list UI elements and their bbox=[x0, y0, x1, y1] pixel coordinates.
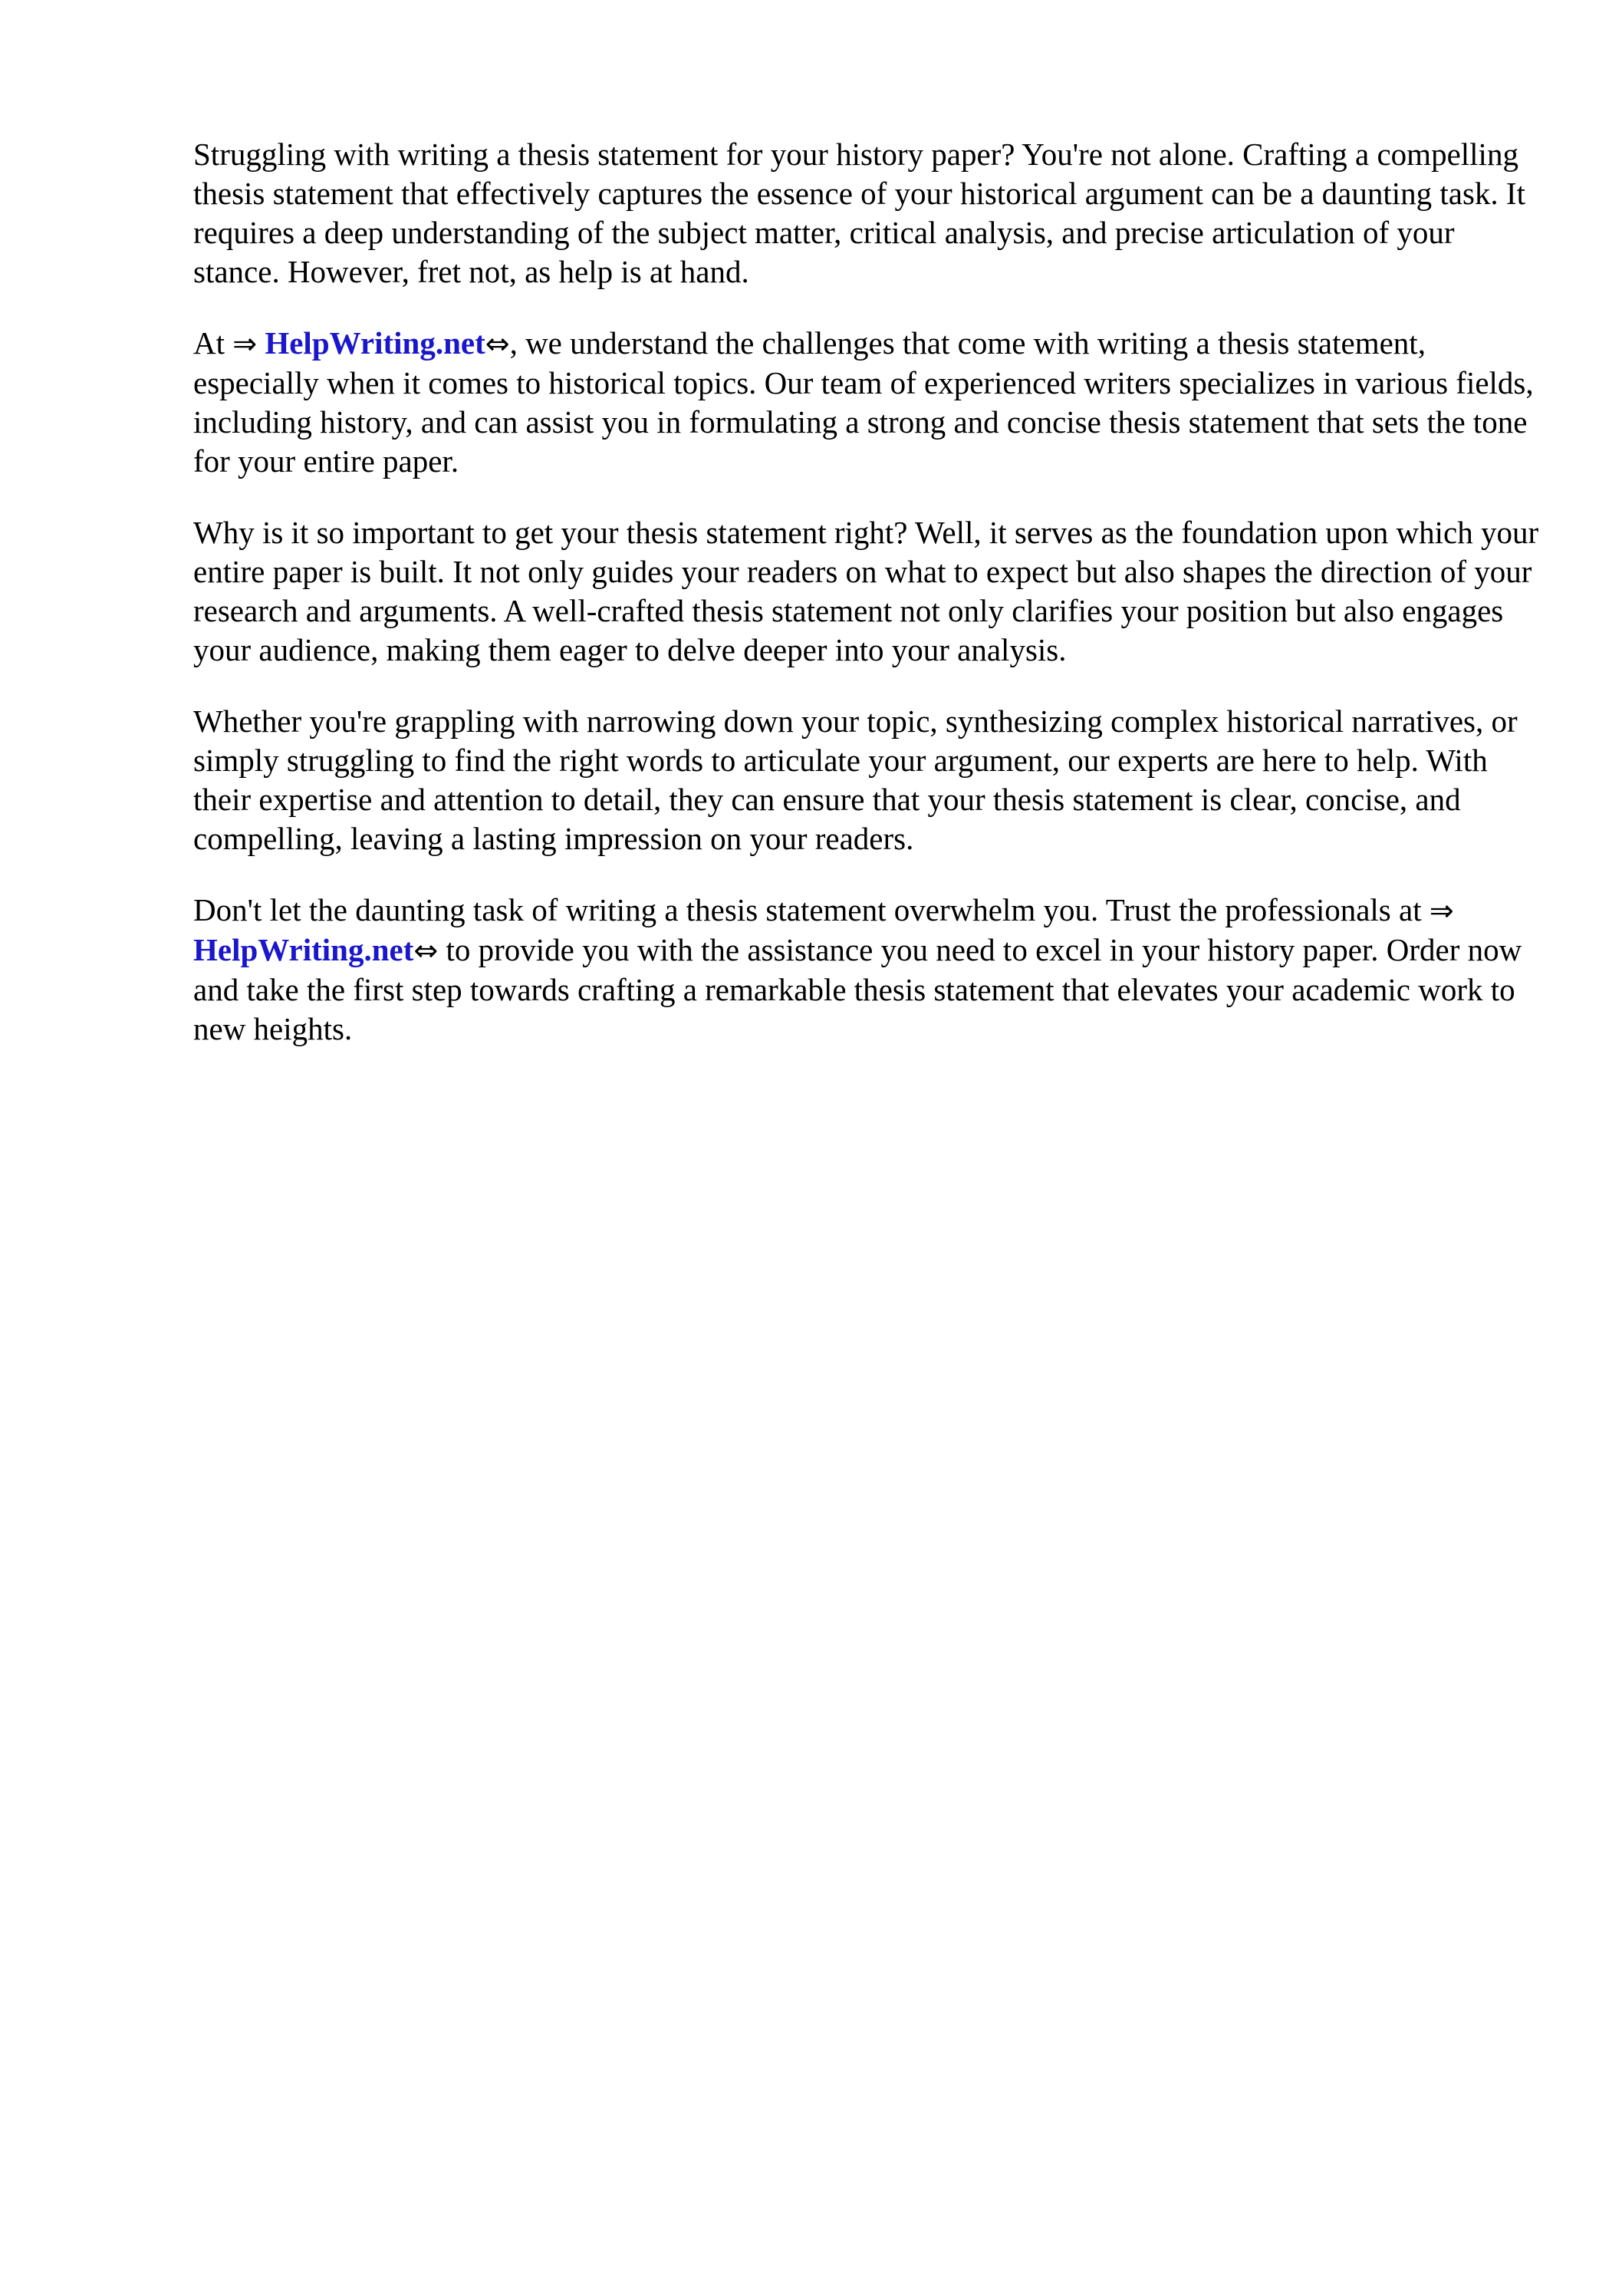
double-arrow-icon: ⇔ bbox=[413, 934, 439, 967]
paragraph-importance-text: Why is it so important to get your thesis statement right? Well, it serves as the foundation upon which your entire paper is built. It not only guides your readers on what to expect but also shapes the direction of your research and arguments. A well-crafted thesis statement not only clarifies your position but also engages your audience, making them eager to delve deeper into your analysis. bbox=[193, 515, 1539, 667]
paragraph-intro-text: Struggling with writing a thesis statement for your history paper? You're not alone. Crafting a compelling thesis statement that effectively captures the essence of your historical argument can be a daunting task. It requires a deep understanding of the subject matter, critical analysis, and precise articulation of your stance. However, fret not, as help is at hand. bbox=[193, 137, 1525, 289]
paragraph-experts bbox=[193, 702, 1543, 858]
paragraph-experts-text: Whether you're grappling with narrowing down your topic, synthesizing complex historical narratives, or simply struggling to find the right words to articulate your argument, our experts are here to help. With their expertise and attention to detail, they can ensure that your thesis statement is clear, concise, and compelling, leaving a lasting impression on your readers. bbox=[193, 703, 1518, 856]
right-arrow-icon: ⇒ bbox=[232, 327, 258, 361]
paragraph-service bbox=[193, 324, 1543, 481]
paragraph-call-to-action bbox=[193, 891, 1543, 1049]
paragraph-cta-lead: Don't let the daunting task of writing a thesis statement overwhelm you. Trust the professionals at bbox=[193, 892, 1430, 927]
paragraph-cta-text: to provide you with the assistance you need to excel in your history paper. Order now and take the first step towards crafting a remarkable thesis statement that elevates your academic work to new heights. bbox=[193, 932, 1522, 1046]
helpwriting-link[interactable]: HelpWriting.net bbox=[265, 325, 485, 361]
double-arrow-icon: ⇔ bbox=[485, 327, 510, 361]
helpwriting-link[interactable]: HelpWriting.net bbox=[193, 932, 414, 967]
document-body bbox=[193, 135, 1543, 1081]
paragraph-importance bbox=[193, 513, 1543, 670]
paragraph-intro bbox=[193, 135, 1543, 292]
paragraph-service-lead: At bbox=[193, 325, 233, 361]
right-arrow-icon: ⇒ bbox=[1429, 894, 1454, 927]
paragraph-service-text: , we understand the challenges that come with writing a thesis statement, especially when it comes to historical topics. Our team of experienced writers specializes in various fields, including history, and can assist you in formulating a strong and concise thesis statement that sets the tone for your entire paper. bbox=[193, 325, 1534, 479]
